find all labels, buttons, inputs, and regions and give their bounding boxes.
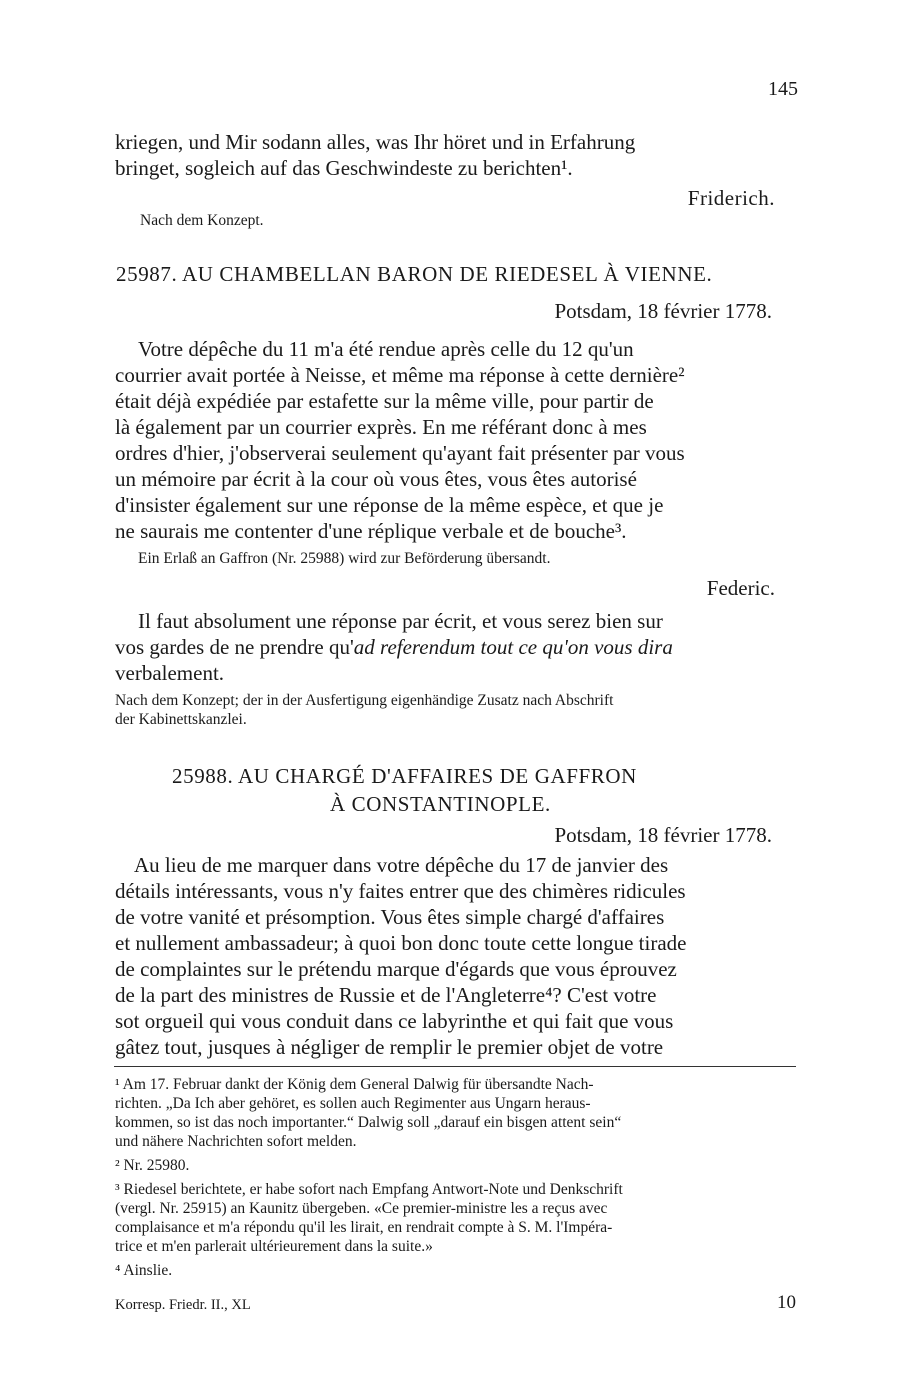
signature: Friderich. [687, 186, 775, 210]
dateline: Potsdam, 18 février 1778. [554, 299, 772, 323]
footnote-line: ¹ Am 17. Februar dankt der König dem General Dalwig für übersandte Nach- [115, 1076, 594, 1093]
dateline: Potsdam, 18 février 1778. [554, 823, 772, 847]
body-line: détails intéressants, vous n'y faites entrer que des chimères ridicules [115, 879, 686, 903]
footnote-line: complaisance et m'a répondu qu'il les lirait, en rendrait compte à S. M. l'Impéra- [115, 1219, 613, 1236]
body-line: verbalement. [115, 661, 225, 685]
source-note: Nach dem Konzept; der in der Ausfertigung eigenhändige Zusatz nach Abschrift [115, 692, 614, 709]
body-line: et nullement ambassadeur; à quoi bon donc toute cette longue tirade [115, 931, 687, 955]
source-note: Nach dem Konzept. [140, 212, 264, 229]
footnote-line: (vergl. Nr. 25915) an Kaunitz übergeben. «Ce premier-ministre les a reçus avec [115, 1200, 608, 1217]
footnote-line: kommen, so ist das noch importanter.“ Dalwig soll „darauf ein bisgen attent sein“ [115, 1114, 622, 1131]
body-line [115, 634, 673, 660]
body-line: sot orgueil qui vous conduit dans ce labyrinthe et qui fait que vous [115, 1009, 674, 1033]
footer-source: Korresp. Friedr. II., XL [115, 1297, 251, 1313]
body-line: Au lieu de me marquer dans votre dépêche du 17 de janvier des [134, 853, 669, 877]
body-line: de la part des ministres de Russie et de l'Angleterre⁴? C'est votre [115, 983, 657, 1007]
body-line: là également par un courrier exprès. En me référant donc à mes [115, 415, 647, 439]
footnote-line: und nähere Nachrichten sofort melden. [115, 1133, 357, 1150]
body-line: de complaintes sur le prétendu marque d'égards que vous éprouvez [115, 957, 677, 981]
italic-phrase: ad referendum [353, 635, 476, 659]
footnote-line: ² Nr. 25980. [115, 1157, 190, 1174]
body-line: un mémoire par écrit à la cour où vous êtes, vous êtes autorisé [115, 467, 637, 491]
page-number: 145 [768, 78, 798, 100]
body-line: de votre vanité et présomption. Vous êtes simple chargé d'affaires [115, 905, 665, 929]
letter-heading-line2: À CONSTANTINOPLE. [330, 792, 551, 816]
text-span: vos gardes de ne prendre qu' [115, 635, 354, 659]
body-line: était déjà expédiée par estafette sur la même ville, pour partir de [115, 389, 654, 413]
footnote-divider [114, 1066, 796, 1067]
body-line: gâtez tout, jusques à négliger de remplir le premier objet de votre [115, 1035, 664, 1059]
body-line: bringet, sogleich auf das Geschwindeste zu berichten¹. [115, 156, 573, 180]
body-line: ne saurais me contenter d'une réplique verbale et de bouche³. [115, 519, 627, 543]
letter-heading: 25988. AU CHARGÉ D'AFFAIRES DE GAFFRON [172, 764, 637, 788]
body-line: Votre dépêche du 11 m'a été rendue après celle du 12 qu'un [138, 337, 634, 361]
body-line: d'insister également sur une réponse de la même espèce, et que je [115, 493, 664, 517]
footnote-line: ³ Riedesel berichtete, er habe sofort nach Empfang Antwort-Note und Denkschrift [115, 1181, 623, 1198]
text-span: tout ce qu'on vous dira [475, 635, 673, 659]
body-line: ordres d'hier, j'observerai seulement qu'ayant fait présenter par vous [115, 441, 685, 465]
signature-mark: 10 [777, 1292, 796, 1313]
source-note: der Kabinettskanzlei. [115, 711, 247, 728]
body-line: Il faut absolument une réponse par écrit, et vous serez bien sur [138, 609, 663, 633]
signature: Federic. [706, 576, 775, 600]
letter-heading: 25987. AU CHAMBELLAN BARON DE RIEDESEL À VIENNE. [116, 262, 713, 286]
footnote-line: richten. „Da Ich aber gehöret, es sollen auch Regimenter aus Ungarn heraus- [115, 1095, 591, 1112]
body-line: kriegen, und Mir sodann alles, was Ihr höret und in Erfahrung [115, 130, 636, 154]
enclosure-note: Ein Erlaß an Gaffron (Nr. 25988) wird zur Beförderung übersandt. [138, 550, 551, 567]
footnote-line: ⁴ Ainslie. [115, 1262, 173, 1279]
body-line: courrier avait portée à Neisse, et même ma réponse à cette dernière² [115, 363, 685, 387]
footnote-line: trice et m'en parlerait ultérieurement dans la suite.» [115, 1238, 433, 1255]
